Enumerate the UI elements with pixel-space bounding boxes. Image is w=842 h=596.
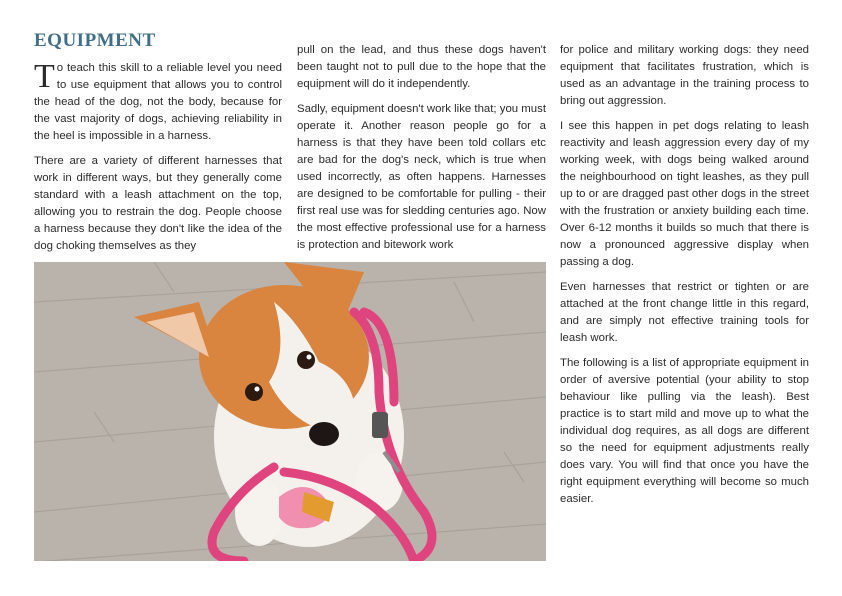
corgi-photo (34, 262, 546, 561)
paragraph (34, 60, 282, 145)
paragraph: pull on the lead, and thus these dogs haven't been taught not to pull due to the hope that the equipment will do it independently. (297, 44, 546, 90)
text-column-1 (34, 60, 282, 263)
drop-cap: T (34, 58, 55, 95)
text-column-2 (297, 42, 546, 262)
nose (309, 422, 339, 446)
paragraph: for police and military working dogs: they need equipment that facilitates frustration, which is used as an advantage in the training process to bring out aggression. (560, 44, 809, 107)
paragraph: Even harnesses that restrict or tighten or are attached at the front change little in this regard, and are simply not effective training tools for leash work. (560, 281, 809, 344)
leash-clip (372, 412, 388, 438)
text-column-3 (560, 42, 809, 516)
paragraph: There are a variety of different harnesses that work in different ways, but they generally come standard with a leash attachment on the top, allowing you to restrain the dog. People choose a harness because they don't like the idea of the dog choking themselves as they (34, 155, 282, 252)
paragraph: The following is a list of appropriate equipment in order of aversive potential (your ability to stop behaviour like pulling via the leash). Best practice is to start mild and move up to what the individual dog requires, as all dogs are different so the need for equipment adjustments really does vary. You will find that once you have the right equipment everything will become so much easier. (560, 357, 809, 505)
left-eye-shine (255, 387, 260, 392)
page-heading: EQUIPMENT (34, 30, 156, 51)
right-eye-shine (307, 355, 312, 360)
left-eye (245, 383, 263, 401)
corgi-illustration (34, 262, 546, 561)
paragraph: Sadly, equipment doesn't work like that; you must operate it. Another reason people go for a harness is that they have been told collars etc are bad for the dog's neck, which is true when used incorrectly, as often happens. Harnesses are designed to be comfortable for pulling - their first real use was for sledding centuries ago. Now the most effective professional use for a harness is protection and bitework work (297, 103, 546, 251)
right-eye (297, 351, 315, 369)
paragraph-text: o teach this skill to a reliable level you need to use equipment that allows you to control the head of the dog, not the body, because for the vast majority of dogs, achieving reliability in the heel is impossible in a harness. (34, 62, 282, 142)
paragraph: I see this happen in pet dogs relating to leash reactivity and leash aggression every day of my working week, with dogs being walked around the neighbourhood on tight leashes, as they pull up to or are dragged past other dogs in the street with the frustration or anxiety building each time. Over 6-12 months it builds so much that there is now a pronounced aggressive display when passing a dog. (560, 120, 809, 268)
